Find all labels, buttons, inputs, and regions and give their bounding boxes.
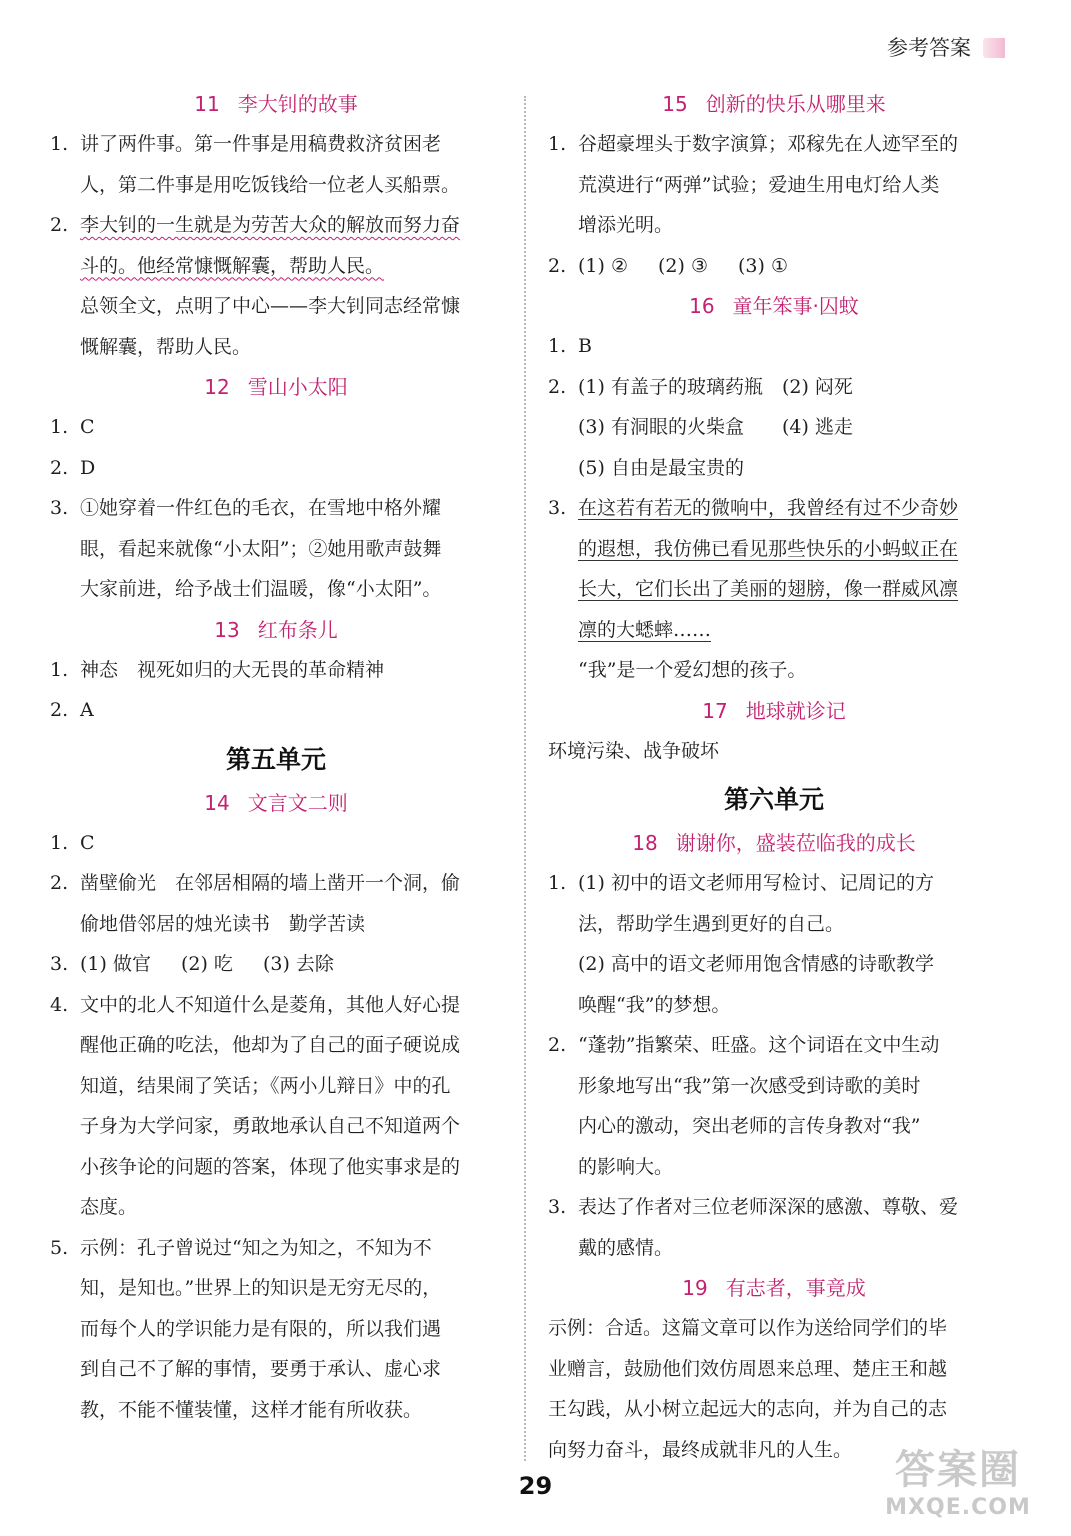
answer-item: 1. C (50, 416, 95, 438)
unit-title-6: 第六单元 (723, 785, 824, 814)
section-title-17: 17 地球就诊记 (702, 698, 846, 723)
answer-item: 3. ①她穿着一件红色的毛衣，在雪地中格外耀 眼，看起来就像“小太阳”；②她用歌声鼓舞 大家前进，给予战士们温暖，像“小太阳”。 (50, 497, 442, 600)
header-label: 参考答案 (887, 36, 971, 60)
answer-item: 2. D (50, 456, 96, 479)
answer-text: 环境污染、战争破坏 (548, 739, 720, 762)
answer-text: 示例：合适。这篇文章可以作为送给同学们的毕 业赠言，鼓励他们效仿周恩来总理、楚庄王和越 王勾践，从小树立起远大的志向，并为自己的志 向努力奋斗，最终成就非凡的人生。 (548, 1317, 948, 1461)
answer-item: 5. 示例：孔子曾说过“知之为知之，不知为不 知，是知也。”世界上的知识是无穷无尽的， 而每个人的学识能力是有限的，所以我们遇 到自己不了解的事情，要勇于承认、虚心求 教，不能不懂装懂，这样才能有所收获。 (50, 1236, 442, 1421)
answer-item: 2. 凿壁偷光 在邻居相隔的墙上凿开一个洞，偷 偷地借邻居的烛光读书 勤学苦读 (50, 872, 461, 935)
unit-title-5: 第五单元 (225, 744, 326, 774)
watermark-text: 答案圈 (895, 1447, 1021, 1493)
section-title-19: 19 有志者，事竟成 (682, 1276, 866, 1300)
answer-item: 3. 在这若有若无的微响中，我曾经有过不少奇妙 的遐想，我仿佛已看见那些快乐的小蚂蚁正在 长大，它们长出了美丽的翅膀，像一群威风凛 凛的大蟋蟀…… (548, 497, 959, 641)
watermark-logo (863, 1446, 1053, 1526)
answer-note: “我”是一个爱幻想的孩子。 (578, 659, 807, 681)
answer-item: 2. (1) 有盖子的玻璃药瓶 (2) 闷死 (3) 有洞眼的火柴盒 (4) 逃走 (5) 自由是最宝贵的 (548, 375, 853, 479)
section-title-15: 15 创新的快乐从哪里来 (662, 92, 886, 116)
answer-item: 1. 谷超豪埋头于数字演算；邓稼先在人迹罕至的 荒漠进行“两弹”试验；爱迪生用电灯给人类 增添光明。 (548, 133, 959, 236)
section-title-18: 18 谢谢你，盛装莅临我的成长 (632, 831, 916, 855)
answer-item: 1. 神态 视死如归的大无畏的革命精神 (50, 658, 385, 681)
answer-item: 2. 李大钊的一生就是为劳苦大众的解放而努力奋 斗的。他经常慷慨解囊，帮助人民。 (50, 214, 461, 277)
answer-note: 总领全文，点明了中心——李大钊同志经常慷 慨解囊，帮助人民。 (80, 295, 461, 358)
right-column (548, 84, 1000, 1470)
watermark-site: MXQE.COM (885, 1495, 1031, 1520)
answer-item: 1. (1) 初中的语文老师用写检讨、记周记的方 法，帮助学生遇到更好的自己。 (2) 高中的语文老师用饱含情感的诗歌教学 唤醒“我”的梦想。 (548, 872, 934, 1016)
answer-item: 4. 文中的北人不知道什么是菱角，其他人好心提 醒他正确的吃法，他却为了自己的面子硬说成 知道，结果闹了笑话；《两小儿辩日》中的孔 子身为大学问家，勇敢地承认自己不知道两个 小孩争论的问题的答案，体现了他实事求是的 态度。 (50, 993, 461, 1218)
section-title-14: 14 文言文二则 (204, 790, 348, 815)
answer-item: 1. 讲了两件事。第一件事是用稿费救济贫困老 人，第二件事是用吃饭钱给一位老人买船票。 (50, 133, 461, 196)
answer-item: 2. A (50, 699, 94, 721)
answer-item: 2. (1) ② (2) ③ (3) ① (548, 254, 788, 277)
answer-item: 3. 表达了作者对三位老师深深的感激、尊敬、爱 戴的感情。 (548, 1196, 959, 1259)
column-divider (524, 96, 526, 1461)
left-column (50, 84, 502, 1430)
answer-item: 2. “蓬勃”指繁荣、旺盛。这个词语在文中生动 形象地写出“我”第一次感受到诗歌的美时 内心的激动，突出老师的言传身教对“我” 的影响大。 (548, 1034, 940, 1178)
answer-item: 1. C (50, 831, 95, 854)
answer-item: 3. (1) 做官 (2) 吃 (3) 去除 (50, 953, 334, 975)
section-title-12: 12 雪山小太阳 (204, 375, 348, 399)
section-title-13: 13 红布条儿 (214, 617, 338, 642)
answer-item: 1. B (548, 335, 592, 357)
section-title-11: 11 李大钊的故事 (194, 92, 358, 116)
page-number: 29 (518, 1472, 553, 1500)
header-tab-mark (983, 38, 1005, 58)
section-title-16: 16 童年笨事·囚蚊 (689, 294, 859, 318)
